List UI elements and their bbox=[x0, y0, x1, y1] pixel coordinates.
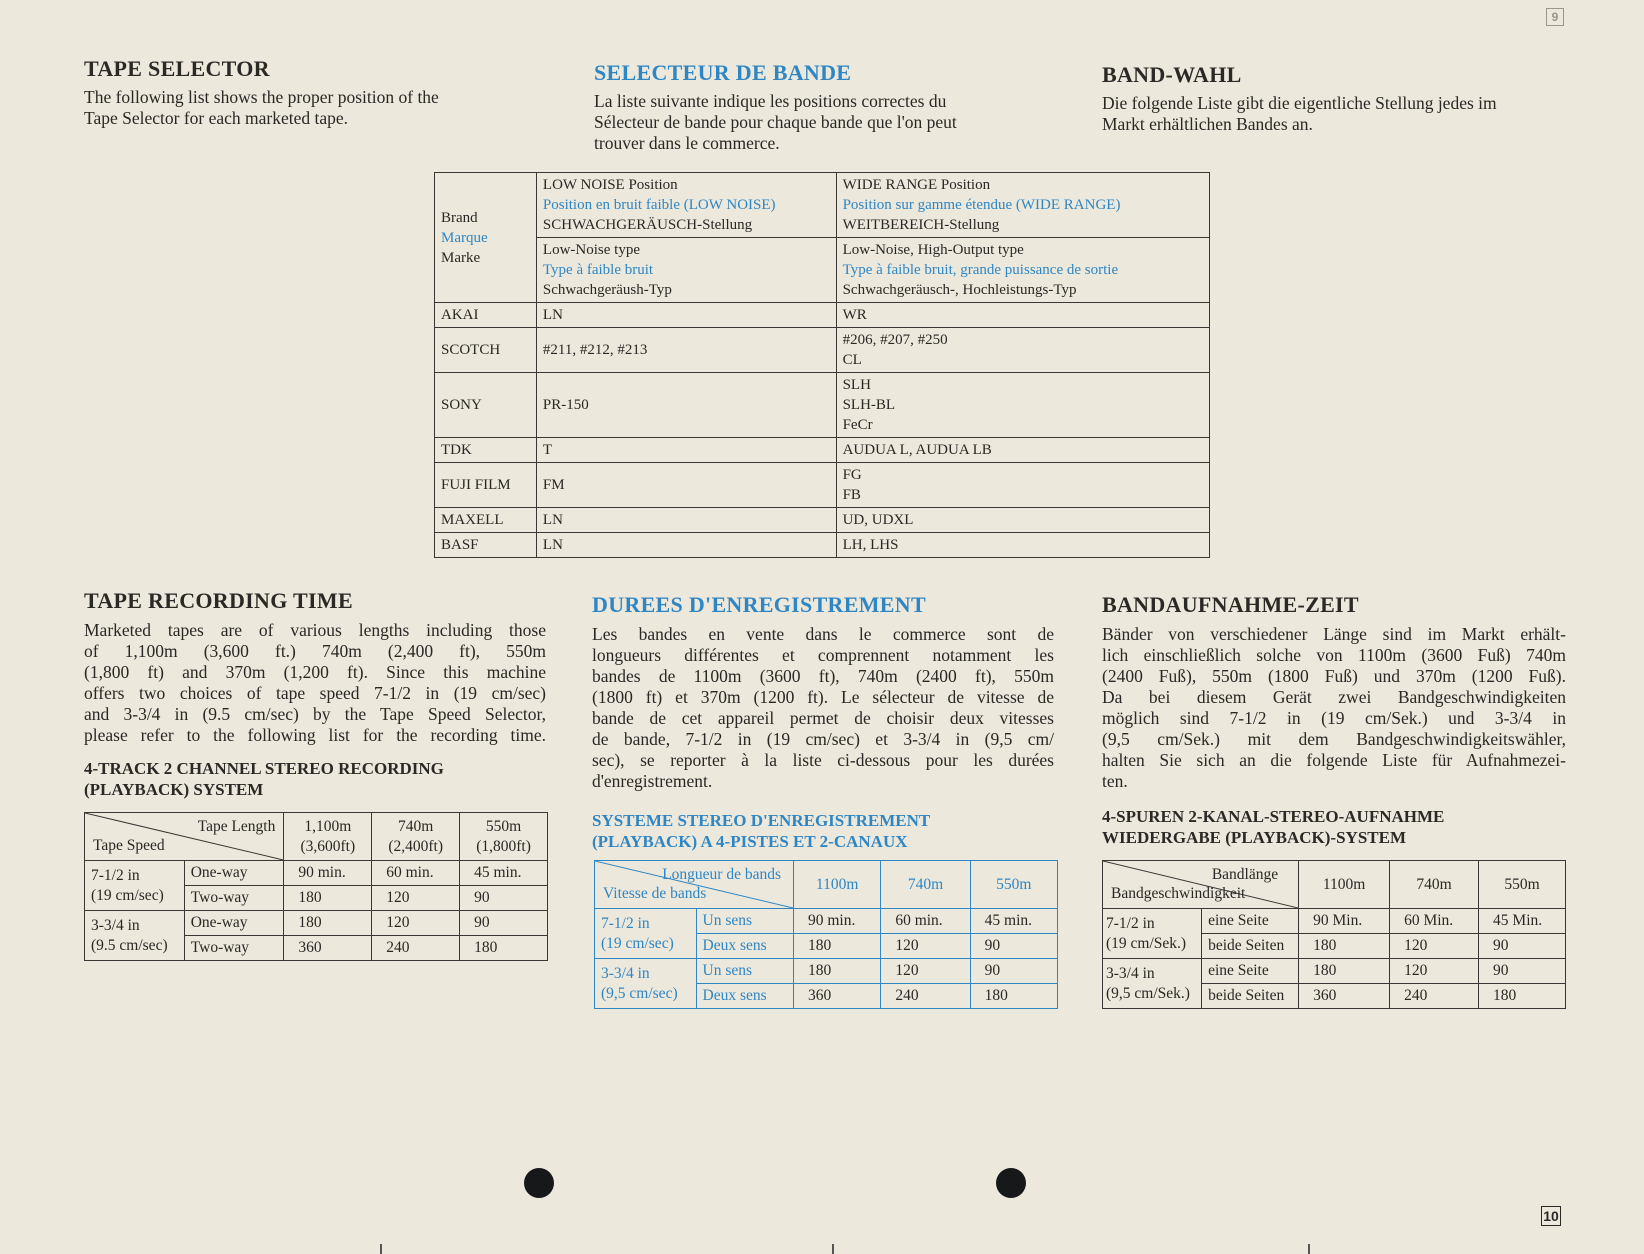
direction-cell: Two-way bbox=[184, 936, 284, 961]
text-line: d'enregistrement. bbox=[592, 771, 713, 791]
text-line: of 1,100m (3,600 ft.) 740m (2,400 ft), 550m bbox=[84, 641, 546, 661]
length-header: 550m bbox=[1479, 861, 1566, 909]
time-cell: 180 bbox=[284, 886, 372, 911]
title-line: WIEDERGABE (PLAYBACK)-SYSTEM bbox=[1102, 828, 1406, 847]
time-cell: 45 Min. bbox=[1479, 909, 1566, 934]
trim-mark bbox=[832, 1244, 834, 1254]
text-line: möglich sind 7-1/2 in (19 cm/Sek.) und 3-3/4 in bbox=[1102, 708, 1566, 728]
fr-selector-section bbox=[594, 60, 1056, 154]
time-cell: 180 bbox=[284, 911, 372, 936]
tape-length-label: Longueur de bands bbox=[662, 866, 781, 883]
time-cell: 90 bbox=[460, 886, 548, 911]
time-cell: 360 bbox=[284, 936, 372, 961]
direction-cell: Two-way bbox=[184, 886, 284, 911]
tape-length-label: Bandlänge bbox=[1211, 866, 1279, 883]
speed-cell: 3-3/4 in (9,5 cm/Sek.) bbox=[1103, 959, 1202, 1009]
trim-mark bbox=[380, 1244, 382, 1254]
time-cell: 180 bbox=[970, 984, 1057, 1009]
text-line: Marketed tapes are of various lengths including those bbox=[84, 620, 546, 640]
brand-cell: FUJI FILM bbox=[435, 463, 537, 508]
speed-cell: 7-1/2 in (19 cm/Sek.) bbox=[1103, 909, 1202, 959]
length-header: 740m (2,400ft) bbox=[372, 813, 460, 861]
wr-cell: WR bbox=[836, 303, 1209, 328]
speed-cell: 7-1/2 in (19 cm/sec) bbox=[85, 861, 185, 911]
tape-speed-label: Bandgeschwindigkeit bbox=[1111, 885, 1246, 902]
time-cell: 180 bbox=[794, 934, 881, 959]
speed-cell: 7-1/2 in (19 cm/sec) bbox=[595, 909, 697, 959]
direction-cell: One-way bbox=[184, 861, 284, 886]
table-row bbox=[85, 911, 548, 936]
direction-cell: Un sens bbox=[696, 959, 793, 984]
ln-cell: T bbox=[536, 438, 836, 463]
table-row bbox=[435, 373, 1210, 438]
brand-cell: SONY bbox=[435, 373, 537, 438]
trim-mark bbox=[1308, 1244, 1310, 1254]
en-time-table bbox=[84, 812, 548, 961]
text-line: lich einschließlich solche von 1100m (3600 Fuß) 740m bbox=[1102, 645, 1566, 665]
length-header: 1100m bbox=[1299, 861, 1390, 909]
text-line: Die folgende Liste gibt die eigentliche Stellung jedes im bbox=[1102, 93, 1497, 113]
direction-cell: Deux sens bbox=[696, 984, 793, 1009]
tape-speed-label: Vitesse de bands bbox=[603, 885, 707, 902]
text-line: sec), se reporter à la liste ci-dessous pour les durées bbox=[592, 750, 1054, 770]
length-header: 740m bbox=[881, 861, 970, 909]
table-row bbox=[435, 438, 1210, 463]
ln-cell: LN bbox=[536, 303, 836, 328]
ln-cell: LN bbox=[536, 508, 836, 533]
time-cell: 120 bbox=[881, 934, 970, 959]
brand-cell: MAXELL bbox=[435, 508, 537, 533]
corner-mark: 9 bbox=[1546, 8, 1564, 26]
de-system-title bbox=[1102, 806, 1566, 848]
time-cell: 90 bbox=[1479, 959, 1566, 984]
direction-cell: eine Seite bbox=[1202, 959, 1299, 984]
binder-hole-left bbox=[524, 1168, 554, 1198]
de-selector-title: BAND-WAHL bbox=[1102, 62, 1242, 87]
time-cell: 45 min. bbox=[460, 861, 548, 886]
time-cell: 240 bbox=[372, 936, 460, 961]
length-header: 1,100m (3,600ft) bbox=[284, 813, 372, 861]
en-selector-title: TAPE SELECTOR bbox=[84, 56, 270, 81]
fr-selector-text bbox=[594, 91, 1056, 154]
fr-selector-title: SELECTEUR DE BANDE bbox=[594, 60, 852, 85]
tape-brand-table bbox=[434, 172, 1210, 558]
tape-speed-label: Tape Speed bbox=[93, 837, 165, 854]
low-noise-position-header: LOW NOISE Position Position en bruit faible (LOW NOISE) SCHWACHGERÄUSCH-Stellung bbox=[536, 173, 836, 238]
table-row bbox=[1103, 959, 1566, 984]
wr-cell: FG FB bbox=[836, 463, 1209, 508]
time-cell: 120 bbox=[1390, 959, 1479, 984]
de-table-corner-cell bbox=[1103, 861, 1299, 909]
time-cell: 180 bbox=[794, 959, 881, 984]
table-row bbox=[435, 508, 1210, 533]
page-number: 10 bbox=[1541, 1206, 1561, 1226]
brand-label: Marque bbox=[441, 229, 488, 246]
ln-cell: FM bbox=[536, 463, 836, 508]
text-line: offers two choices of tape speed 7-1/2 in (19 cm/sec) bbox=[84, 683, 546, 703]
text-line: Les bandes en vente dans le commerce sont de bbox=[592, 624, 1054, 644]
fr-system-title bbox=[592, 810, 1054, 852]
ln-cell: LN bbox=[536, 533, 836, 558]
time-cell: 180 bbox=[1299, 934, 1390, 959]
brand-cell: SCOTCH bbox=[435, 328, 537, 373]
time-cell: 90 min. bbox=[284, 861, 372, 886]
time-cell: 45 min. bbox=[970, 909, 1057, 934]
text-line: The following list shows the proper position of the bbox=[84, 87, 439, 107]
text-line: longueurs différentes et comprennent notamment les bbox=[592, 645, 1054, 665]
time-cell: 180 bbox=[1479, 984, 1566, 1009]
direction-cell: beide Seiten bbox=[1202, 934, 1299, 959]
de-time-table bbox=[1102, 860, 1566, 1009]
direction-cell: eine Seite bbox=[1202, 909, 1299, 934]
time-cell: 120 bbox=[372, 911, 460, 936]
en-selector-section bbox=[84, 56, 546, 129]
direction-cell: Deux sens bbox=[696, 934, 793, 959]
text-line: ten. bbox=[1102, 771, 1128, 791]
brand-label: Brand bbox=[441, 209, 478, 226]
length-header: 740m bbox=[1390, 861, 1479, 909]
time-cell: 120 bbox=[881, 959, 970, 984]
length-header: 550m (1,800ft) bbox=[460, 813, 548, 861]
direction-cell: One-way bbox=[184, 911, 284, 936]
text-line: bandes de 1100m (3600 ft), 740m (2400 ft), 550m bbox=[592, 666, 1054, 686]
text-line: Bänder von verschiedener Länge sind im Markt erhält- bbox=[1102, 624, 1566, 644]
direction-cell: beide Seiten bbox=[1202, 984, 1299, 1009]
time-cell: 90 bbox=[970, 959, 1057, 984]
text-line: (2400 Fuß), 550m (1800 Fuß) und 370m (1200 Fuß). bbox=[1102, 666, 1566, 686]
time-cell: 360 bbox=[794, 984, 881, 1009]
low-noise-type-header: Low-Noise type Type à faible bruit Schwachgeräush-Typ bbox=[536, 238, 836, 303]
time-cell: 90 bbox=[970, 934, 1057, 959]
en-selector-text bbox=[84, 87, 546, 129]
title-line: (PLAYBACK) SYSTEM bbox=[84, 780, 264, 799]
en-time-section bbox=[84, 588, 546, 800]
time-cell: 60 Min. bbox=[1390, 909, 1479, 934]
length-header: 550m bbox=[970, 861, 1057, 909]
time-cell: 120 bbox=[1390, 934, 1479, 959]
text-line: La liste suivante indique les positions correctes du bbox=[594, 91, 947, 111]
time-cell: 180 bbox=[460, 936, 548, 961]
length-header: 1100m bbox=[794, 861, 881, 909]
table-row bbox=[595, 959, 1058, 984]
time-cell: 90 min. bbox=[794, 909, 881, 934]
brand-cell: AKAI bbox=[435, 303, 537, 328]
text-line: Da bei diesem Gerät zwei Bandgeschwindigkeiten bbox=[1102, 687, 1566, 707]
high-output-type-header: Low-Noise, High-Output type Type à faible bruit, grande puissance de sortie Schwachgeräusch-, Hochleistungs-Typ bbox=[836, 238, 1209, 303]
time-cell: 360 bbox=[1299, 984, 1390, 1009]
text-line: please refer to the following list for the recording time. bbox=[84, 725, 546, 745]
text-line: de bande, 7-1/2 in (19 cm/sec) et 3-3/4 in (9,5 cm/ bbox=[592, 729, 1054, 749]
title-line: 4-TRACK 2 CHANNEL STEREO RECORDING bbox=[84, 759, 444, 778]
title-line: SYSTEME STEREO D'ENREGISTREMENT bbox=[592, 811, 931, 830]
wr-cell: UD, UDXL bbox=[836, 508, 1209, 533]
text-line: (9,5 cm/Sek.) mit dem Bandgeschwindigkeitswähler, bbox=[1102, 729, 1566, 749]
table-row bbox=[435, 328, 1210, 373]
de-time-text bbox=[1102, 624, 1566, 792]
table-row bbox=[1103, 909, 1566, 934]
text-line: bande de cet appareil permet de choisir deux vitesses bbox=[592, 708, 1054, 728]
binder-hole-right bbox=[996, 1168, 1026, 1198]
table-row bbox=[435, 533, 1210, 558]
time-cell: 240 bbox=[881, 984, 970, 1009]
ln-cell: PR-150 bbox=[536, 373, 836, 438]
direction-cell: Un sens bbox=[696, 909, 793, 934]
title-line: (PLAYBACK) A 4-PISTES ET 2-CANAUX bbox=[592, 832, 908, 851]
time-cell: 90 bbox=[460, 911, 548, 936]
en-system-title bbox=[84, 758, 546, 800]
text-line: Markt erhältlichen Bandes an. bbox=[1102, 114, 1313, 134]
brand-cell: TDK bbox=[435, 438, 537, 463]
time-cell: 120 bbox=[372, 886, 460, 911]
de-selector-section bbox=[1102, 62, 1568, 135]
ln-cell: #211, #212, #213 bbox=[536, 328, 836, 373]
fr-time-title: DUREES D'ENREGISTREMENT bbox=[592, 592, 926, 617]
wr-cell: AUDUA L, AUDUA LB bbox=[836, 438, 1209, 463]
table-row bbox=[435, 303, 1210, 328]
en-table-corner-cell bbox=[85, 813, 284, 861]
time-cell: 180 bbox=[1299, 959, 1390, 984]
de-time-title: BANDAUFNAHME-ZEIT bbox=[1102, 592, 1359, 617]
speed-cell: 3-3/4 in (9.5 cm/sec) bbox=[85, 911, 185, 961]
text-line: halten Sie sich an die folgende Liste für Aufnahmezei- bbox=[1102, 750, 1566, 770]
time-cell: 90 Min. bbox=[1299, 909, 1390, 934]
de-selector-text bbox=[1102, 93, 1568, 135]
table-row bbox=[85, 861, 548, 886]
time-cell: 60 min. bbox=[372, 861, 460, 886]
en-time-text bbox=[84, 620, 546, 746]
brand-header bbox=[435, 173, 537, 303]
text-line: trouver dans le commerce. bbox=[594, 133, 780, 153]
time-cell: 90 bbox=[1479, 934, 1566, 959]
time-cell: 240 bbox=[1390, 984, 1479, 1009]
brand-cell: BASF bbox=[435, 533, 537, 558]
fr-time-table bbox=[594, 860, 1058, 1009]
brand-label: Marke bbox=[441, 249, 481, 266]
en-time-title: TAPE RECORDING TIME bbox=[84, 588, 353, 613]
fr-table-corner-cell bbox=[595, 861, 794, 909]
text-line: and 3-3/4 in (9.5 cm/sec) by the Tape Speed Selector, bbox=[84, 704, 546, 724]
table-row bbox=[435, 463, 1210, 508]
fr-time-section bbox=[592, 592, 1054, 852]
wr-cell: #206, #207, #250 CL bbox=[836, 328, 1209, 373]
text-line: (1,800 ft) and 370m (1,200 ft). Since this machine bbox=[84, 662, 546, 682]
fr-time-text bbox=[592, 624, 1054, 792]
text-line: Tape Selector for each marketed tape. bbox=[84, 108, 349, 128]
de-time-section bbox=[1102, 592, 1566, 848]
text-line: (1800 ft) et 370m (1200 ft). Le sélecteur de vitesse de bbox=[592, 687, 1054, 707]
table-row bbox=[595, 909, 1058, 934]
time-cell: 60 min. bbox=[881, 909, 970, 934]
text-line: Sélecteur de bande pour chaque bande que l'on peut bbox=[594, 112, 957, 132]
wr-cell: SLH SLH-BL FeCr bbox=[836, 373, 1209, 438]
wide-range-position-header: WIDE RANGE Position Position sur gamme étendue (WIDE RANGE) WEITBEREICH-Stellung bbox=[836, 173, 1209, 238]
tape-length-label: Tape Length bbox=[197, 818, 276, 835]
speed-cell: 3-3/4 in (9,5 cm/sec) bbox=[595, 959, 697, 1009]
title-line: 4-SPUREN 2-KANAL-STEREO-AUFNAHME bbox=[1102, 807, 1445, 826]
wr-cell: LH, LHS bbox=[836, 533, 1209, 558]
